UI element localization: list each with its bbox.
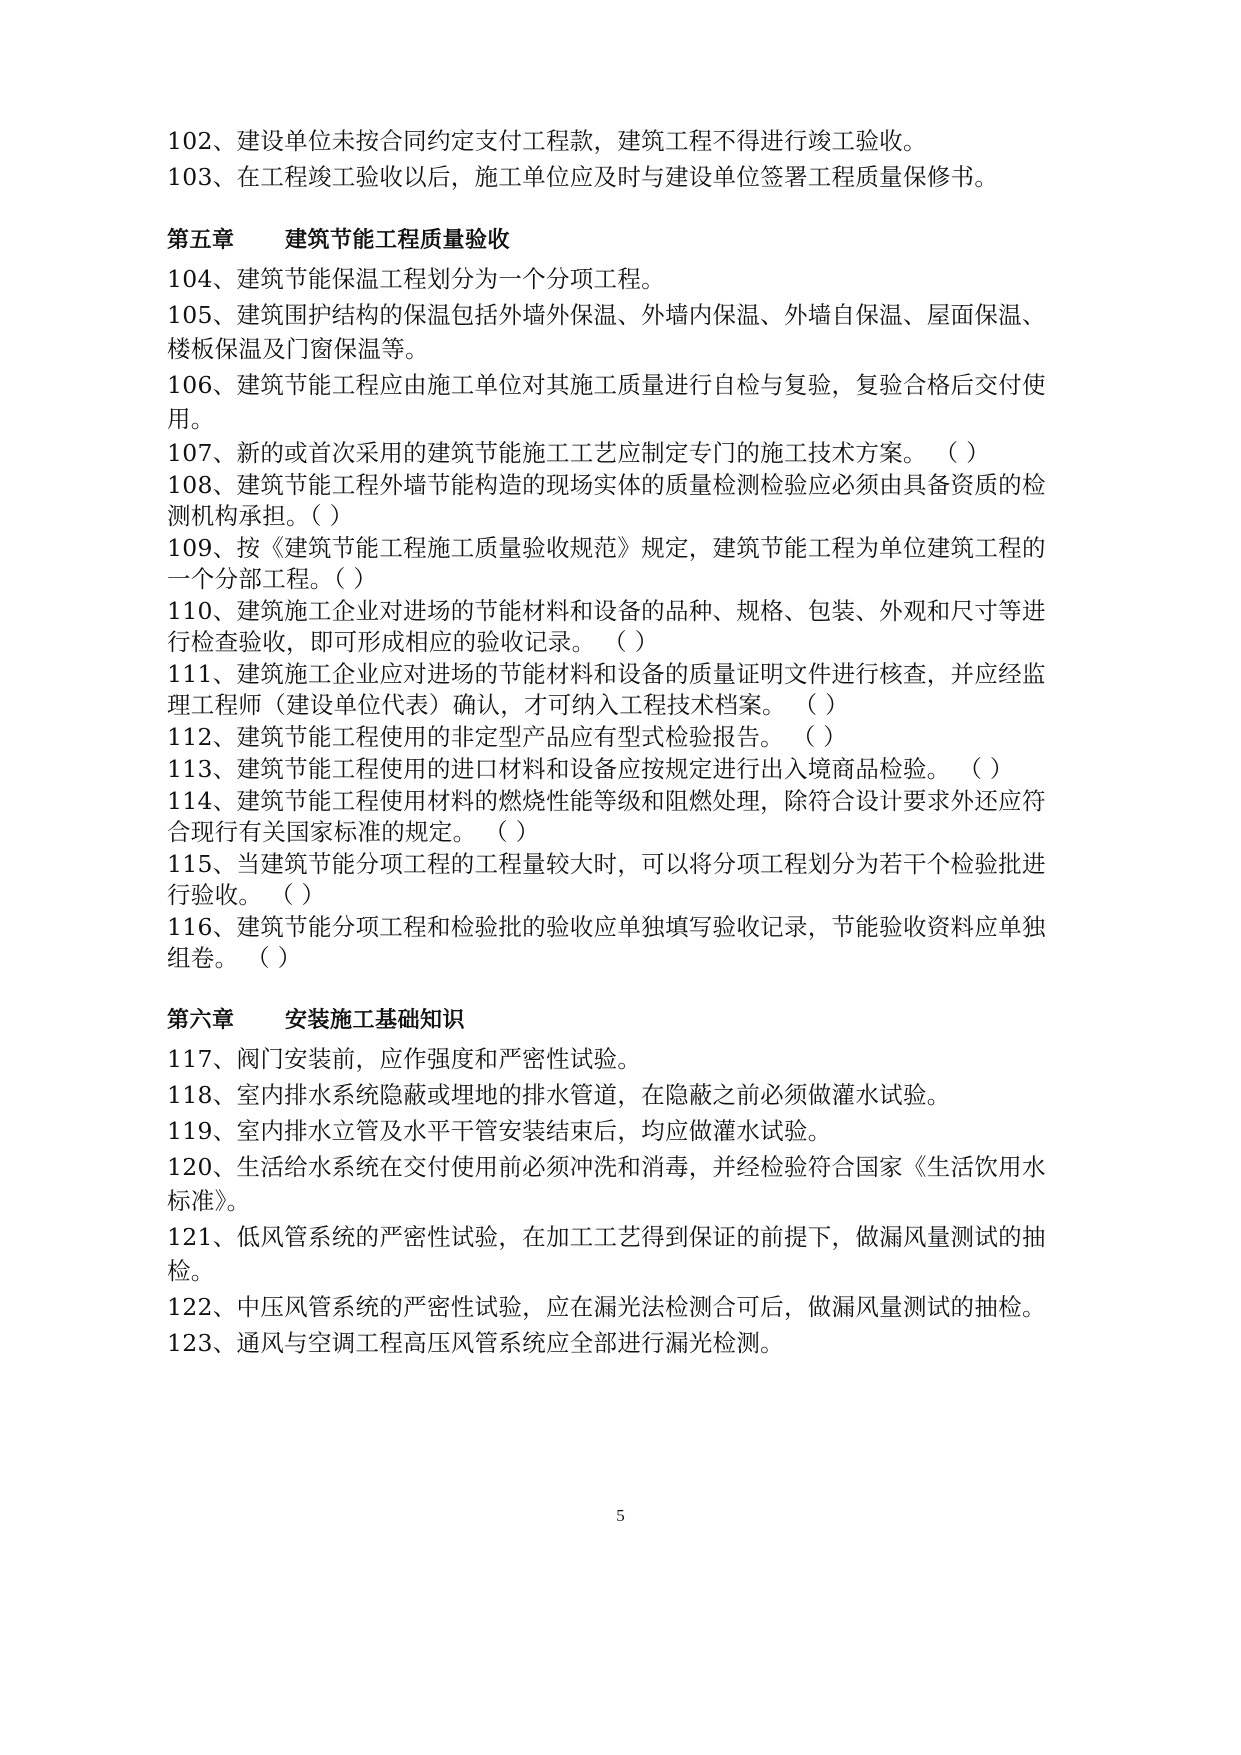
list-item: 122、中压风管系统的严密性试验，应在漏光法检测合可后，做漏风量测试的抽检。 [167,1293,1046,1321]
chapter-number: 第六章 [167,1008,235,1033]
list-item: 102、建设单位未按合同约定支付工程款，建筑工程不得进行竣工验收。 [167,127,927,155]
list-item: 106、建筑节能工程应由施工单位对其施工质量进行自检与复验，复验合格后交付使用。 [167,371,1046,433]
list-item: 105、建筑围护结构的保温包括外墙外保温、外墙内保温、外墙自保温、屋面保温、楼板保温及门窗保温等。 [167,301,1046,363]
chapter-title: 建筑节能工程质量验收 [285,228,511,253]
list-item: 115、当建筑节能分项工程的工程量较大时，可以将分项工程划分为若干个检验批进行验收。 （ ） [167,850,1046,909]
list-item: 107、新的或首次采用的建筑节能施工工艺应制定专门的施工技术方案。 （ ） [167,439,990,467]
list-item: 103、在工程竣工验收以后，施工单位应及时与建设单位签署工程质量保修书。 [167,163,999,191]
chapter-number: 第五章 [167,228,235,253]
list-item: 121、低风管系统的严密性试验，在加工工艺得到保证的前提下，做漏风量测试的抽检。 [167,1223,1046,1285]
chapter-title: 安装施工基础知识 [285,1008,466,1033]
list-item: 116、建筑节能分项工程和检验批的验收应单独填写验收记录，节能验收资料应单独组卷。 （ ） [167,913,1046,972]
list-item: 114、建筑节能工程使用材料的燃烧性能等级和阻燃处理，除符合设计要求外还应符合现行有关国家标准的规定。 （ ） [167,787,1046,846]
chapter-heading [167,1004,1067,1038]
list-item: 110、建筑施工企业对进场的节能材料和设备的品种、规格、包装、外观和尺寸等进行检查验收，即可形成相应的验收记录。 （ ） [167,597,1046,656]
list-item: 120、生活给水系统在交付使用前必须冲洗和消毒，并经检验符合国家《生活饮用水标准》。 [167,1153,1046,1215]
list-item: 104、建筑节能保温工程划分为一个分项工程。 [167,265,665,293]
list-item: 118、室内排水系统隐蔽或埋地的排水管道，在隐蔽之前必须做灌水试验。 [167,1081,951,1109]
list-item: 111、建筑施工企业应对进场的节能材料和设备的质量证明文件进行核查，并应经监理工程师（建设单位代表）确认，才可纳入工程技术档案。 （ ） [167,660,1046,719]
list-item: 123、通风与空调工程高压风管系统应全部进行漏光检测。 [167,1329,784,1357]
document-page [167,124,1067,1362]
page-number: 5 [616,1506,625,1525]
list-item: 117、阀门安装前，应作强度和严密性试验。 [167,1045,642,1073]
list-item: 119、室内排水立管及水平干管安装结束后，均应做灌水试验。 [167,1117,832,1145]
chapter-heading [167,224,1067,258]
list-item: 113、建筑节能工程使用的进口材料和设备应按规定进行出入境商品检验。 （ ） [167,755,1014,783]
list-item: 108、建筑节能工程外墙节能构造的现场实体的质量检测检验应必须由具备资质的检测机构承担。（ ） [167,471,1046,530]
list-item: 112、建筑节能工程使用的非定型产品应有型式检验报告。 （ ） [167,723,848,751]
list-item: 109、按《建筑节能工程施工质量验收规范》规定，建筑节能工程为单位建筑工程的一个分部工程。（ ） [167,534,1046,593]
